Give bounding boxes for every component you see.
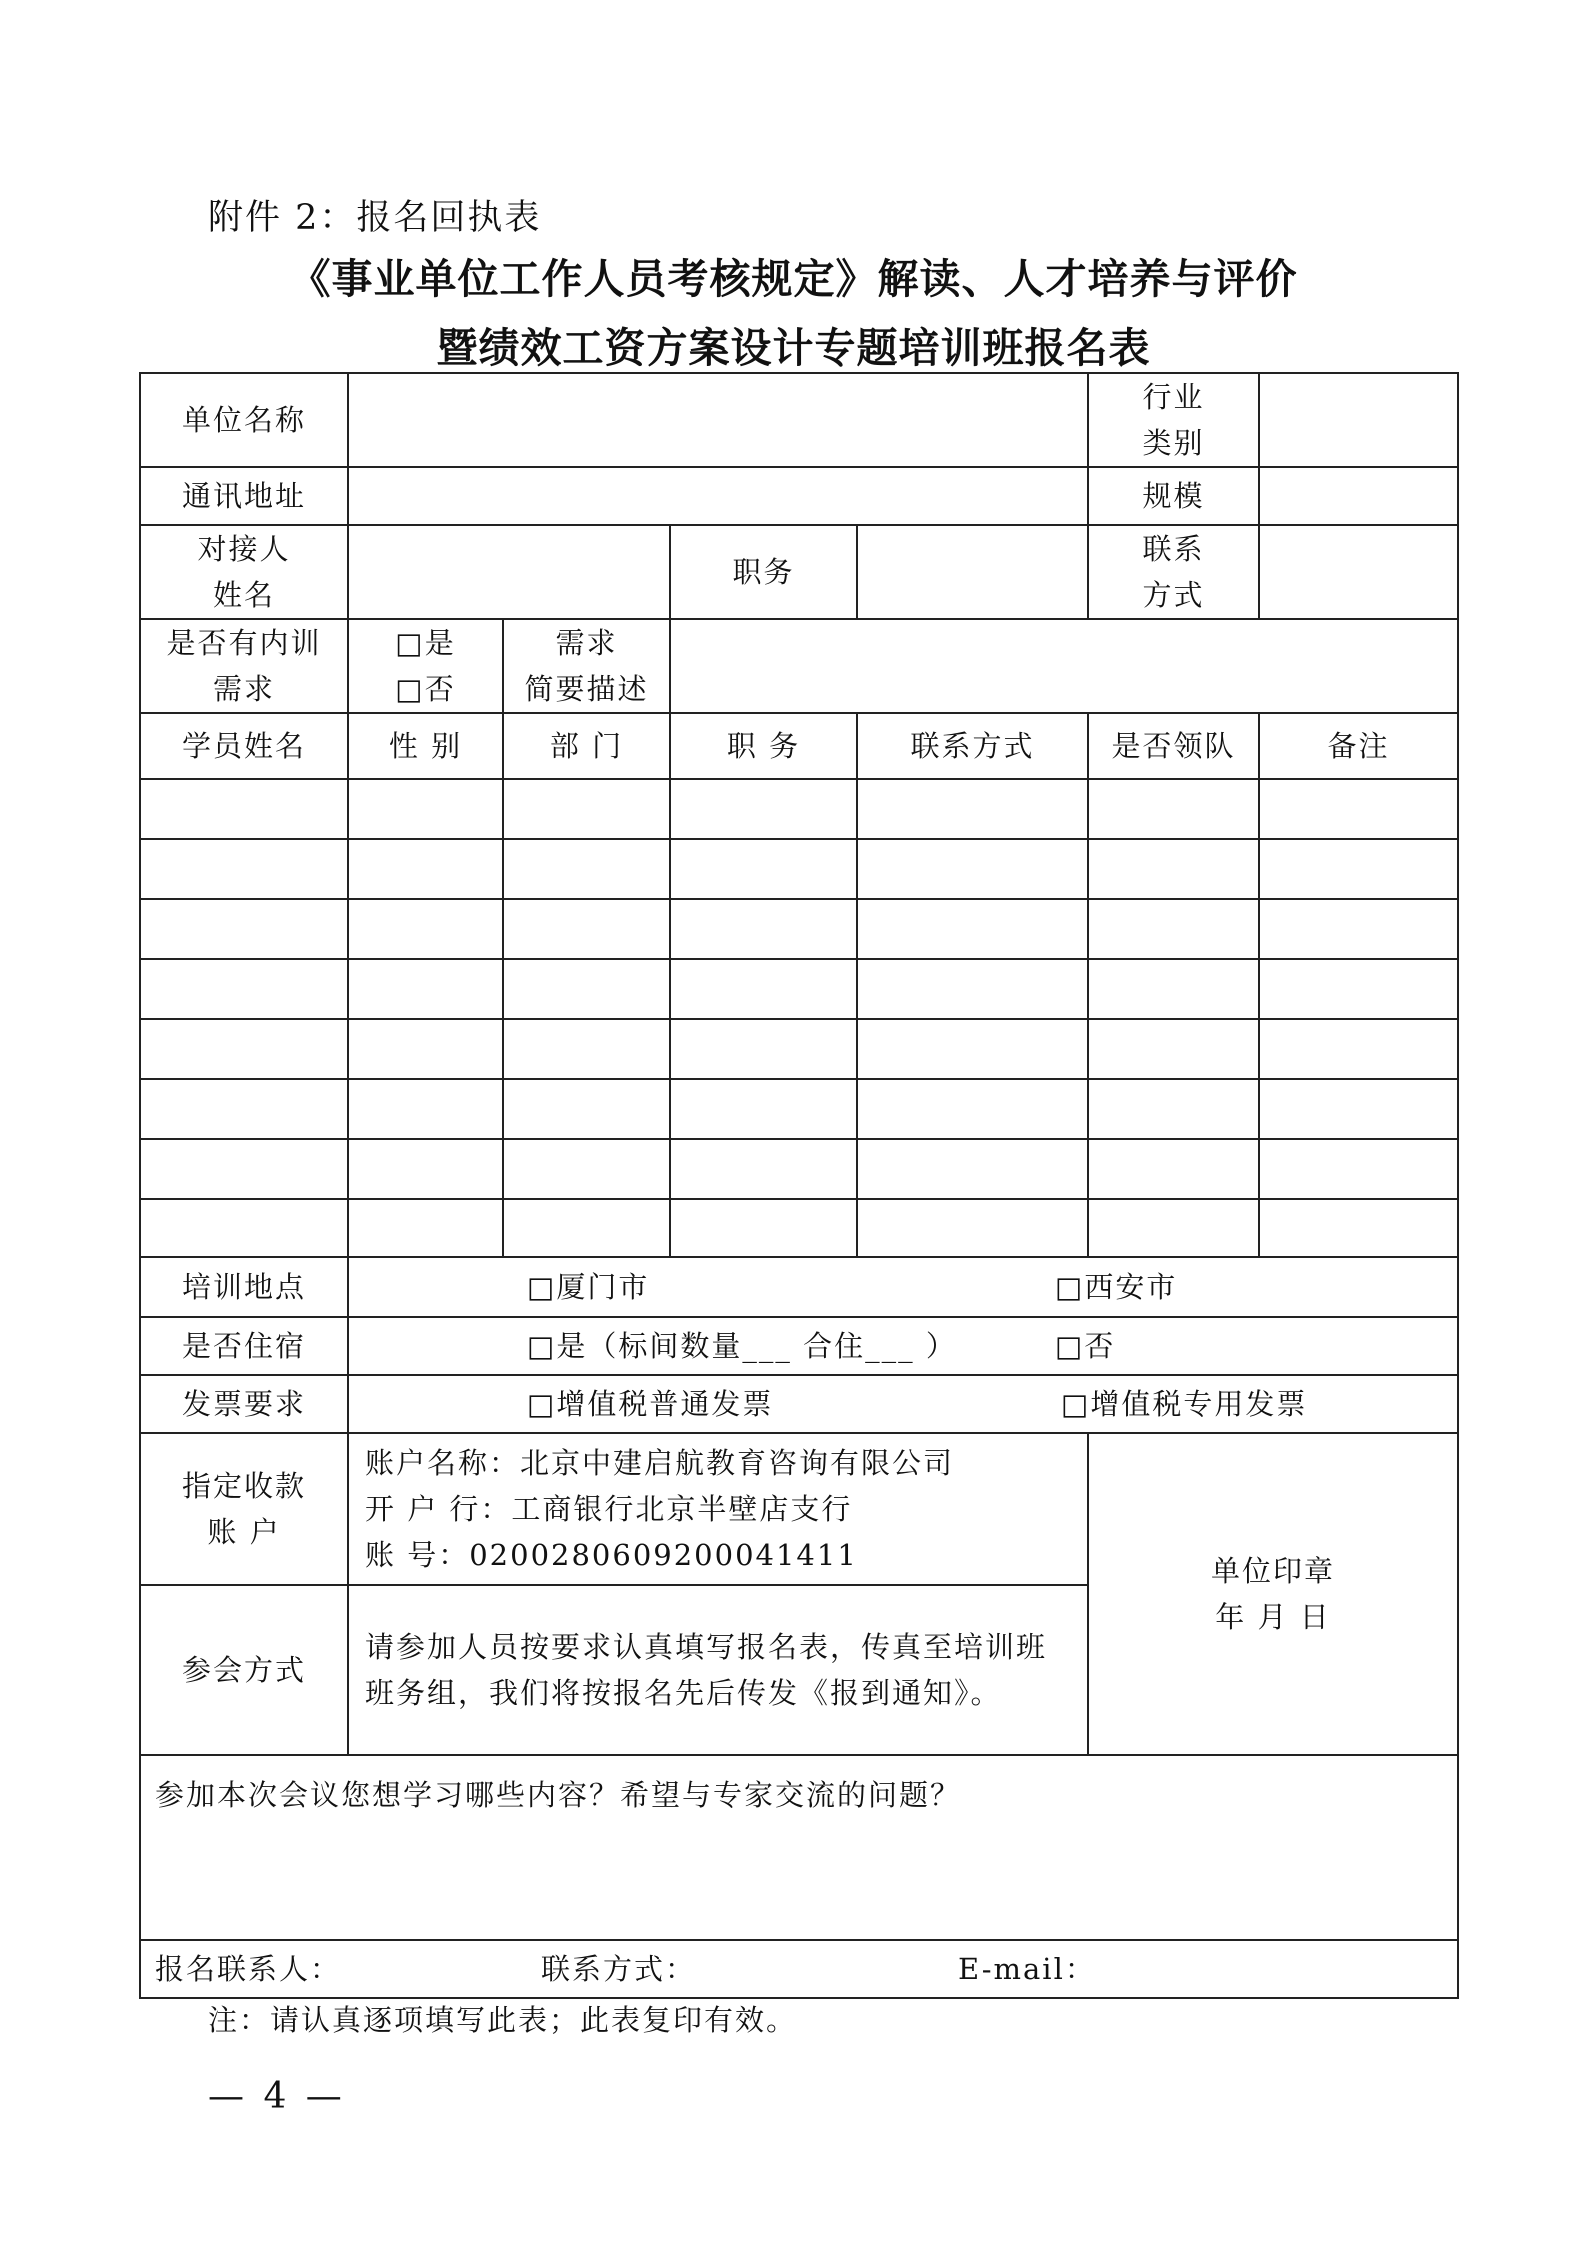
- special-invoice-checkbox[interactable]: □增值税专用发票: [1061, 1387, 1308, 1421]
- account-label-line1: 指定收款: [181, 1469, 306, 1503]
- account-number: 账 号：0200280609200041411: [365, 1538, 858, 1572]
- student-cell[interactable]: [1259, 1019, 1458, 1079]
- student-cell[interactable]: [503, 1019, 670, 1079]
- student-cell[interactable]: [1259, 899, 1458, 959]
- attachment-label: 附件 2：报名回执表: [208, 198, 542, 238]
- table-row: [140, 779, 1458, 839]
- training-need-label-line1: 是否有内训: [166, 626, 322, 660]
- need-description-field[interactable]: [670, 619, 1458, 713]
- student-cell[interactable]: [503, 839, 670, 899]
- student-cell[interactable]: [857, 1019, 1088, 1079]
- student-cell[interactable]: [670, 1079, 857, 1139]
- registration-form-table: [139, 372, 1459, 1999]
- student-cell[interactable]: [140, 1139, 348, 1199]
- student-cell[interactable]: [1259, 779, 1458, 839]
- contact-way-field[interactable]: [1259, 525, 1458, 619]
- student-cell[interactable]: [140, 1019, 348, 1079]
- registrant-email-label: E-mail：: [958, 1952, 1096, 1986]
- student-cell[interactable]: [1259, 839, 1458, 899]
- student-cell[interactable]: [670, 1019, 857, 1079]
- question-text: 参加本次会议您想学习哪些内容？希望与专家交流的问题？: [155, 1778, 962, 1812]
- student-cell[interactable]: [1088, 1139, 1259, 1199]
- student-cell[interactable]: [1088, 779, 1259, 839]
- account-details: [348, 1433, 1088, 1585]
- training-need-options: [348, 619, 503, 713]
- student-cell[interactable]: [140, 1079, 348, 1139]
- student-cell[interactable]: [348, 779, 503, 839]
- invoice-options: [348, 1375, 1458, 1433]
- account-label-line2: 账 户: [207, 1515, 281, 1549]
- unit-name-field[interactable]: [348, 373, 1088, 467]
- student-cell[interactable]: [348, 959, 503, 1019]
- accommodation-yes-label: 是（标间数量___ 合住___ ）: [556, 1329, 957, 1363]
- scale-label: 规模: [1088, 467, 1259, 525]
- accommodation-yes-checkbox[interactable]: □是（标间数量___ 合住___ ）: [527, 1329, 957, 1363]
- student-cell[interactable]: [348, 899, 503, 959]
- student-cell[interactable]: [1259, 959, 1458, 1019]
- accommodation-label: 是否住宿: [140, 1317, 348, 1375]
- attendance-text-line1: 请参加人员按要求认真填写报名表，传真至培训班: [365, 1630, 1048, 1664]
- student-cell[interactable]: [1088, 839, 1259, 899]
- registrant-contact-label: 联系方式：: [541, 1952, 697, 1986]
- attendance-method-label: 参会方式: [140, 1585, 348, 1755]
- student-cell[interactable]: [857, 839, 1088, 899]
- student-cell[interactable]: [857, 1139, 1088, 1199]
- header-team-leader: 是否领队: [1088, 713, 1259, 779]
- student-cell[interactable]: [857, 779, 1088, 839]
- position-label: 职务: [670, 525, 857, 619]
- unit-name-label: 单位名称: [140, 373, 348, 467]
- student-cell[interactable]: [670, 959, 857, 1019]
- unit-seal-area[interactable]: [1088, 1433, 1458, 1755]
- student-cell[interactable]: [348, 839, 503, 899]
- student-cell[interactable]: [1088, 1199, 1259, 1257]
- student-cell[interactable]: [1088, 899, 1259, 959]
- contact-way-label: [1088, 525, 1259, 619]
- account-bank: 开 户 行：工商银行北京半壁店支行: [365, 1492, 853, 1526]
- student-cell[interactable]: [503, 899, 670, 959]
- scale-field[interactable]: [1259, 467, 1458, 525]
- training-location-label: 培训地点: [140, 1257, 348, 1317]
- training-need-label-line2: 需求: [212, 672, 275, 706]
- contact-person-label: [140, 525, 348, 619]
- industry-label-line1: 行业: [1142, 380, 1205, 414]
- page-number: — 4 —: [208, 2076, 346, 2117]
- student-cell[interactable]: [670, 779, 857, 839]
- xian-checkbox[interactable]: □西安市: [1055, 1270, 1178, 1304]
- footnote: 注：请认真逐项填写此表；此表复印有效。: [208, 2003, 798, 2037]
- student-cell[interactable]: [670, 899, 857, 959]
- training-location-options: [348, 1257, 1458, 1317]
- xian-option-label: 西安市: [1084, 1270, 1178, 1304]
- student-cell[interactable]: [670, 1139, 857, 1199]
- need-description-label: [503, 619, 670, 713]
- address-field[interactable]: [348, 467, 1088, 525]
- position-field[interactable]: [857, 525, 1088, 619]
- contact-person-field[interactable]: [348, 525, 670, 619]
- table-row: [140, 1019, 1458, 1079]
- industry-label-line2: 类别: [1142, 426, 1205, 460]
- student-cell[interactable]: [348, 1019, 503, 1079]
- student-cell[interactable]: [503, 1199, 670, 1257]
- header-remarks: 备注: [1259, 713, 1458, 779]
- student-cell[interactable]: [1259, 1199, 1458, 1257]
- form-title-line2: 暨绩效工资方案设计专题培训班报名表: [436, 324, 1151, 372]
- address-label: 通讯地址: [140, 467, 348, 525]
- header-department: 部 门: [503, 713, 670, 779]
- training-need-no-checkbox[interactable]: □否: [395, 672, 456, 706]
- student-cell[interactable]: [1259, 1139, 1458, 1199]
- industry-field[interactable]: [1259, 373, 1458, 467]
- student-cell[interactable]: [1088, 959, 1259, 1019]
- table-row: [140, 899, 1458, 959]
- table-row: [140, 839, 1458, 899]
- student-cell[interactable]: [503, 779, 670, 839]
- industry-label: [1088, 373, 1259, 467]
- seal-date: 年 月 日: [1215, 1600, 1331, 1634]
- registrant-name-label: 报名联系人：: [155, 1952, 342, 1986]
- header-student-name: 学员姓名: [140, 713, 348, 779]
- student-cell[interactable]: [348, 1199, 503, 1257]
- attendance-method-text: [348, 1585, 1088, 1755]
- student-cell[interactable]: [670, 839, 857, 899]
- xiamen-checkbox[interactable]: □厦门市: [527, 1270, 650, 1304]
- need-description-label-line2: 简要描述: [524, 672, 649, 706]
- student-cell[interactable]: [503, 1079, 670, 1139]
- table-row: [140, 1139, 1458, 1199]
- table-row: [140, 1079, 1458, 1139]
- training-need-label: [140, 619, 348, 713]
- student-header-row: [140, 713, 1458, 779]
- student-cell[interactable]: [140, 779, 348, 839]
- student-cell[interactable]: [1088, 1019, 1259, 1079]
- training-need-yes-checkbox[interactable]: □是: [395, 626, 456, 660]
- attendance-text-line2: 班务组，我们将按报名先后传发《报到通知》。: [365, 1676, 1002, 1710]
- header-contact: 联系方式: [857, 713, 1088, 779]
- xiamen-option-label: 厦门市: [556, 1270, 650, 1304]
- student-cell[interactable]: [857, 899, 1088, 959]
- student-cell[interactable]: [1259, 1079, 1458, 1139]
- account-name: 账户名称：北京中建启航教育咨询有限公司: [365, 1446, 955, 1480]
- account-label: [140, 1433, 348, 1585]
- registrant-contact-row: [140, 1940, 1458, 1998]
- student-cell[interactable]: [670, 1199, 857, 1257]
- student-cell[interactable]: [1088, 1079, 1259, 1139]
- student-cell[interactable]: [503, 1139, 670, 1199]
- student-cell[interactable]: [857, 959, 1088, 1019]
- contact-person-label-line2: 姓名: [212, 578, 275, 612]
- student-cell[interactable]: [140, 1199, 348, 1257]
- student-cell[interactable]: [503, 959, 670, 1019]
- general-invoice-checkbox[interactable]: □增值税普通发票: [527, 1387, 774, 1421]
- accommodation-no-checkbox[interactable]: □否: [1055, 1329, 1116, 1363]
- table-row: [140, 1199, 1458, 1257]
- table-row: [140, 959, 1458, 1019]
- contact-way-label-line2: 方式: [1142, 578, 1205, 612]
- student-cell[interactable]: [857, 1079, 1088, 1139]
- question-area[interactable]: [140, 1755, 1458, 1940]
- accommodation-options: [348, 1317, 1458, 1375]
- student-cell[interactable]: [857, 1199, 1088, 1257]
- accommodation-no-label: 否: [1084, 1329, 1116, 1363]
- student-cell[interactable]: [348, 1079, 503, 1139]
- need-description-label-line1: 需求: [555, 626, 618, 660]
- student-cell[interactable]: [140, 839, 348, 899]
- form-title-line1: 《事业单位工作人员考核规定》解读、人才培养与评价: [289, 255, 1298, 303]
- student-cell[interactable]: [348, 1139, 503, 1199]
- student-cell[interactable]: [140, 899, 348, 959]
- header-position: 职 务: [670, 713, 857, 779]
- header-gender: 性 别: [348, 713, 503, 779]
- contact-person-label-line1: 对接人: [197, 532, 291, 566]
- student-cell[interactable]: [140, 959, 348, 1019]
- unit-seal-label: 单位印章: [1210, 1554, 1335, 1588]
- contact-way-label-line1: 联系: [1142, 532, 1205, 566]
- invoice-label: 发票要求: [140, 1375, 348, 1433]
